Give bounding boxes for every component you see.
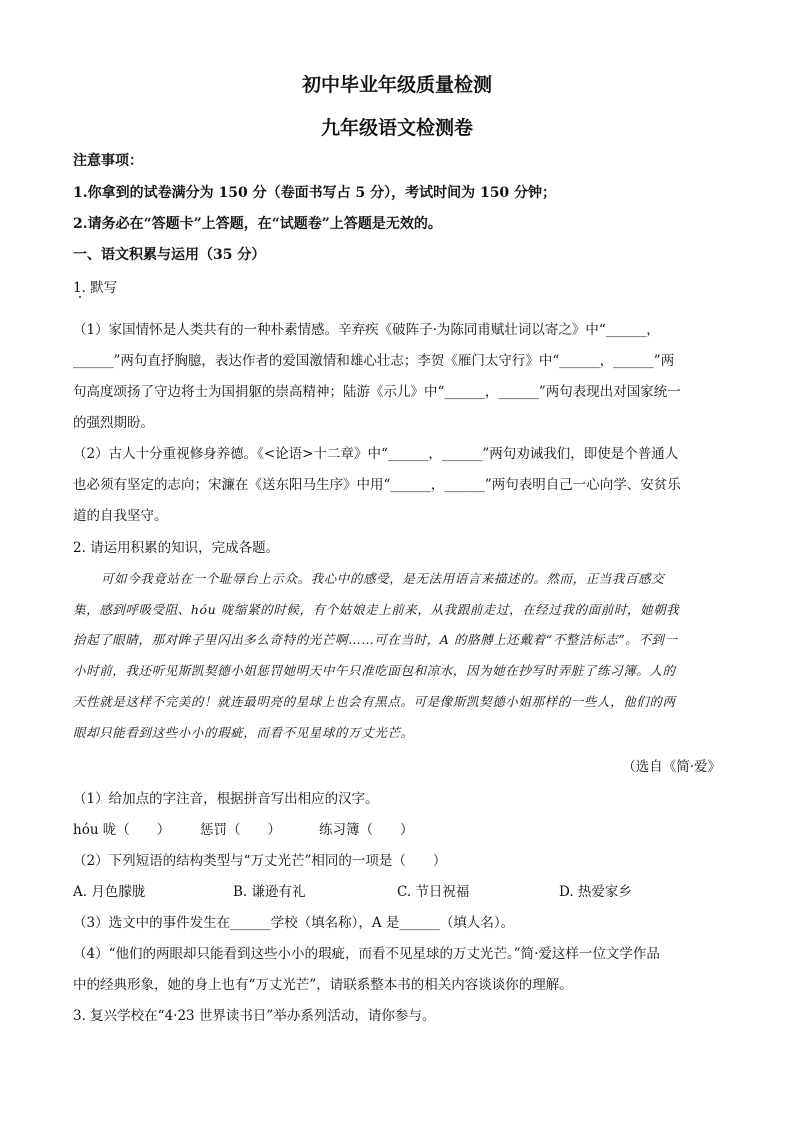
- option-d: D. 热爱家乡: [559, 884, 632, 900]
- q2-sub1: （1）给加点的字注音，根据拼音写出相应的汉字。: [73, 791, 379, 807]
- q2-sub1-item: 练习簿（ ）: [319, 822, 414, 838]
- q1-part2-line1: （2）古人十分重视修身养德。《<论语>十二章》中“______，______”两句劝诫我们，即使是个普通人: [73, 446, 679, 462]
- sub-title: 九年级语文检测卷: [320, 117, 473, 139]
- option-a: A. 月色朦胧: [73, 884, 146, 900]
- q2-sub4-line2: 中的经典形象，她的身上也有“万丈光芒”，请联系整本书的相关内容谈谈你的理解。: [73, 977, 573, 993]
- q1-part1-line3: 句高度颂扬了守边将士为国捐躯的崇高精神；陆游《示儿》中“______，______”两句表现出对国家统一: [73, 384, 681, 400]
- main-title: 初中毕业年级质量检测: [301, 74, 492, 96]
- q2-sub4-line1: （4）“他们的两眼却只能看到这些小小的瑕疵，而看不见星球的万丈光芒。”简·爱这样一位文学作品: [73, 946, 660, 962]
- stray-dot: [79, 296, 81, 298]
- q1-part2-line2: 也必须有坚定的志向；宋濂在《送东阳马生序》中用“______，______”两句表明自己一心向学、安贫乐: [73, 477, 681, 493]
- question-1-label: 1. 默写: [73, 280, 118, 296]
- q1-part1-line2: ______”两句直抒胸臆，表达作者的爱国激情和雄心壮志；李贺《雁门太守行》中“______，______”两: [73, 353, 675, 369]
- q2-sub1-item: hóu 咙（ ）: [73, 822, 171, 838]
- notice-item-1: 1.你拿到的试卷满分为 150 分（卷面书写占 5 分），考试时间为 150 分钟；: [73, 185, 557, 201]
- question-3-label: 3. 复兴学校在“4·23 世界读书日”举办系列活动，请你参与。: [73, 1008, 436, 1024]
- passage-line: 眼却只能看到这些小小的瑕疵，而看不见星球的万丈光芒。: [73, 725, 414, 740]
- passage-line: 天性就是这样不完美的！就连最明亮的星球上也会有黑点。可是像斯凯契德小姐那样的一些人，他们的两: [73, 694, 676, 709]
- q1-part1-line1: （1）家国情怀是人类共有的一种朴素情感。辛弃疾《破阵子·为陈同甫赋壮词以寄之》中“______，: [73, 322, 660, 338]
- q2-sub1-item: 惩罚（ ）: [200, 822, 281, 838]
- passage-source: （选自《简·爱》: [622, 759, 721, 775]
- q2-sub3: （3）选文中的事件发生在______学校（填名称），A 是______（填人名）。: [73, 915, 515, 931]
- q1-part2-line3: 道的自我坚守。: [73, 508, 168, 524]
- passage-line: 集，感到呼吸受阻、hóu 咙缩紧的时候，有个姑娘走上前来，从我跟前走过，在经过我的面前时，她朝我: [73, 602, 680, 617]
- passage-line: 可如今我竟站在一个耻辱台上示众。我心中的感受，是无法用语言来描述的。然而，正当我百感交: [101, 571, 665, 586]
- q1-part1-line4: 的强烈期盼。: [73, 415, 154, 431]
- section-heading: 一、语文积累与运用（35 分）: [73, 247, 266, 263]
- notice-heading: 注意事项：: [73, 153, 143, 169]
- question-2-label: 2. 请运用积累的知识，完成各题。: [73, 540, 280, 556]
- q2-sub2: （2）下列短语的结构类型与“万丈光芒”相同的一项是（ ）: [73, 853, 447, 869]
- passage-line: 小时前，我还听见斯凯契德小姐惩罚她明天中午只准吃面包和凉水，因为她在抄写时弄脏了练习簿。人的: [73, 663, 676, 678]
- option-b: B. 谦逊有礼: [233, 884, 306, 900]
- notice-item-2: 2.请务必在“答题卡”上答题，在“试题卷”上答题是无效的。: [73, 216, 442, 232]
- option-c: C. 节日祝福: [397, 884, 470, 900]
- passage-line: 抬起了眼睛，那对眸子里闪出多么奇特的光芒啊……可在当时，A 的胳膊上还戴着“不整洁标志”。不到一: [73, 632, 678, 647]
